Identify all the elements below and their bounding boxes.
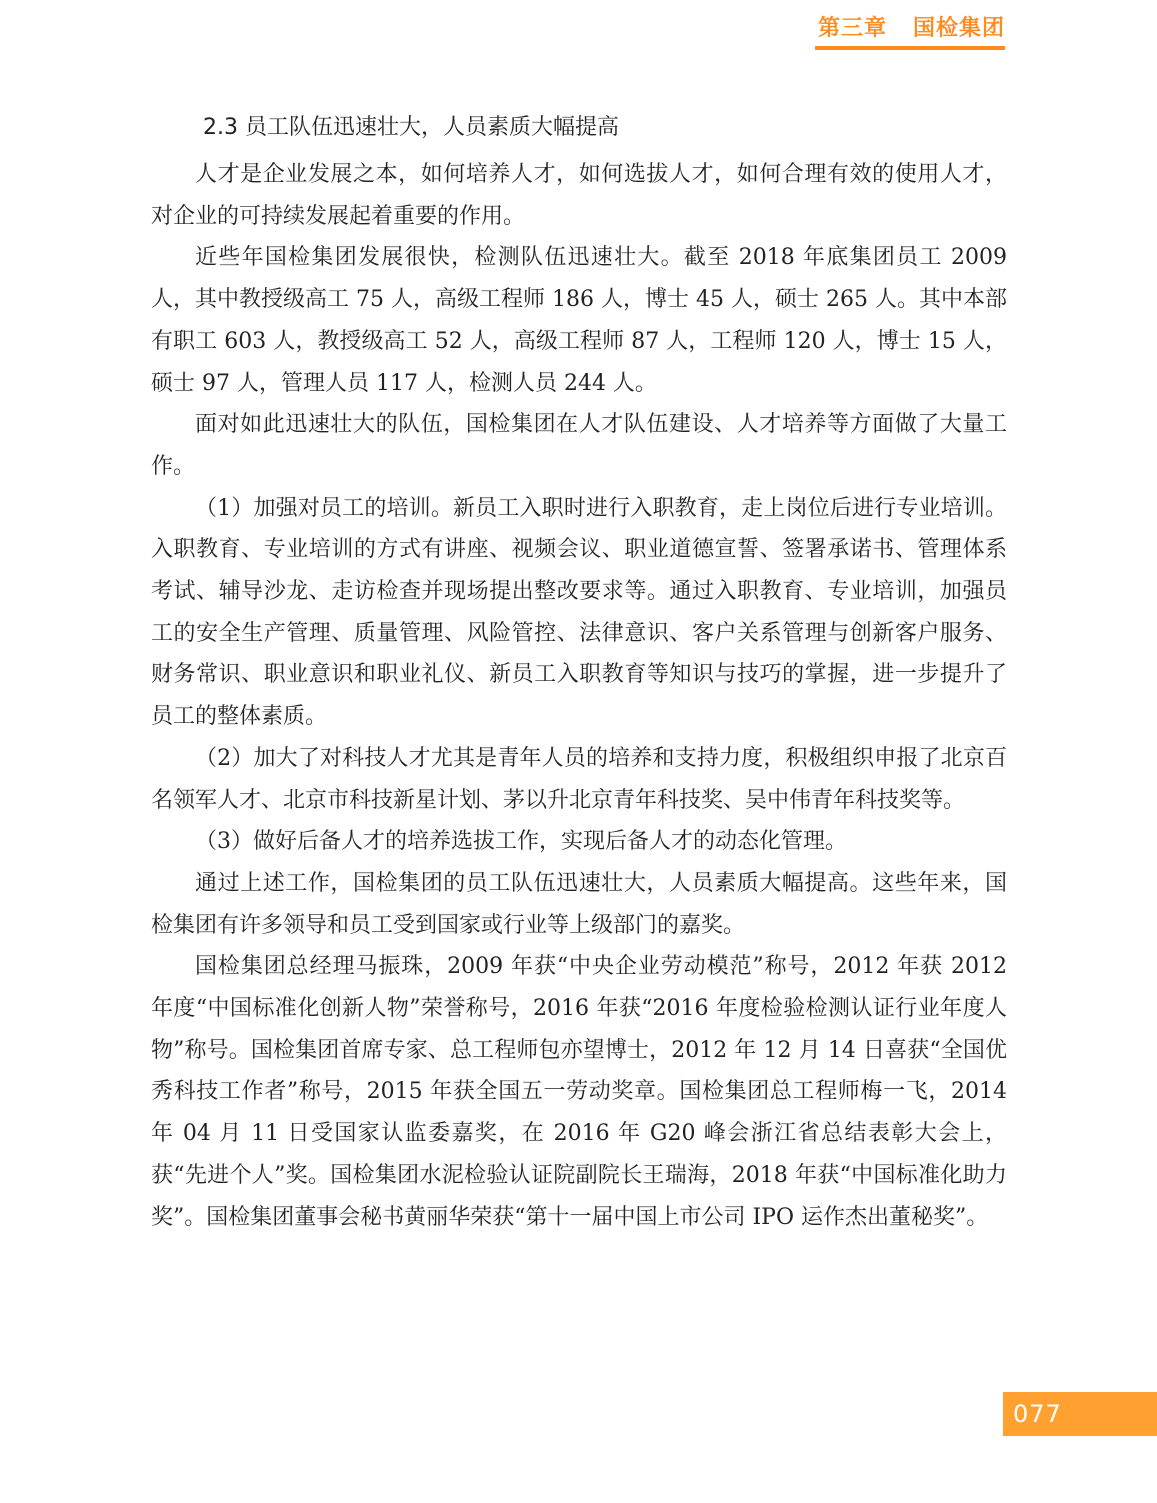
paragraph-staff-stats: 近些年国检集团发展很快，检测队伍迅速壮大。截至 2018 年底集团员工 2009 人，其中教授级高工 75 人，高级工程师 186 人，博士 45 人，硕士 265 人。其中本部有职工 603 人，教授级高工 52 人，高级工程师 87 人，工程师 120 人，博士 15 人，硕士 97 人，管理人员 117 人，检测人员 244 人。 bbox=[151, 245, 1007, 396]
paragraph-reserve-talent: （3）做好后备人才的培养选拔工作，实现后备人才的动态化管理。 bbox=[195, 829, 847, 855]
page-body bbox=[151, 111, 1007, 1238]
header-underline bbox=[815, 46, 1005, 50]
section-title: 2.3 员工队伍迅速壮大，人员素质大幅提高 bbox=[203, 115, 619, 140]
paragraph-talent-intro: 人才是企业发展之本，如何培养人才，如何选拔人才，如何合理有效的使用人才，对企业的可持续发展起着重要的作用。 bbox=[151, 162, 1007, 229]
paragraph-training: （1）加强对员工的培训。新员工入职时进行入职教育，走上岗位后进行专业培训。入职教育、专业培训的方式有讲座、视频会议、职业道德宣誓、签署承诺书、管理体系考试、辅导沙龙、走访检查并现场提出整改要求等。通过入职教育、专业培训，加强员工的安全生产管理、质量管理、风险管控、法律意识、客户关系管理与创新客户服务、财务常识、职业意识和职业礼仪、新员工入职教育等知识与技巧的掌握，进一步提升了员工的整体素质。 bbox=[151, 495, 1007, 730]
paragraph-awards: 国检集团总经理马振珠，2009 年获“中央企业劳动模范”称号，2012 年获 2012 年度“中国标准化创新人物”荣誉称号，2016 年获“2016 年度检验检测认证行业年度人物”称号。国检集团首席专家、总工程师包亦望博士，2012 年 12 月 14 日喜获“全国优秀科技工作者”称号，2015 年获全国五一劳动奖章。国检集团总工程师梅一飞，2014 年 04 月 11 日受国家认监委嘉奖，在 2016 年 G20 峰会浙江省总结表彰大会上，获“先进个人”奖。国检集团水泥检验认证院副院长王瑞海，2018 年获“中国标准化助力奖”。国检集团董事会秘书黄丽华荣获“第十一届中国上市公司 IPO 运作杰出董秘奖”。 bbox=[151, 954, 1007, 1230]
paragraph-results: 通过上述工作，国检集团的员工队伍迅速壮大，人员素质大幅提高。这些年来，国检集团有许多领导和员工受到国家或行业等上级部门的嘉奖。 bbox=[151, 870, 1007, 938]
chapter-section-name: 国检集团 bbox=[912, 16, 1005, 41]
chapter-label: 第三章 bbox=[817, 16, 887, 41]
paragraph-team-building: 面对如此迅速壮大的队伍，国检集团在人才队伍建设、人才培养等方面做了大量工作。 bbox=[151, 412, 1007, 479]
chapter-heading bbox=[815, 14, 1005, 44]
page-number: 077 bbox=[1003, 1392, 1157, 1436]
paragraph-tech-talent: （2）加大了对科技人才尤其是青年人员的培养和支持力度，积极组织申报了北京百名领军人才、北京市科技新星计划、茅以升北京青年科技奖、吴中伟青年科技奖等。 bbox=[151, 745, 1007, 813]
running-header bbox=[815, 14, 1005, 50]
